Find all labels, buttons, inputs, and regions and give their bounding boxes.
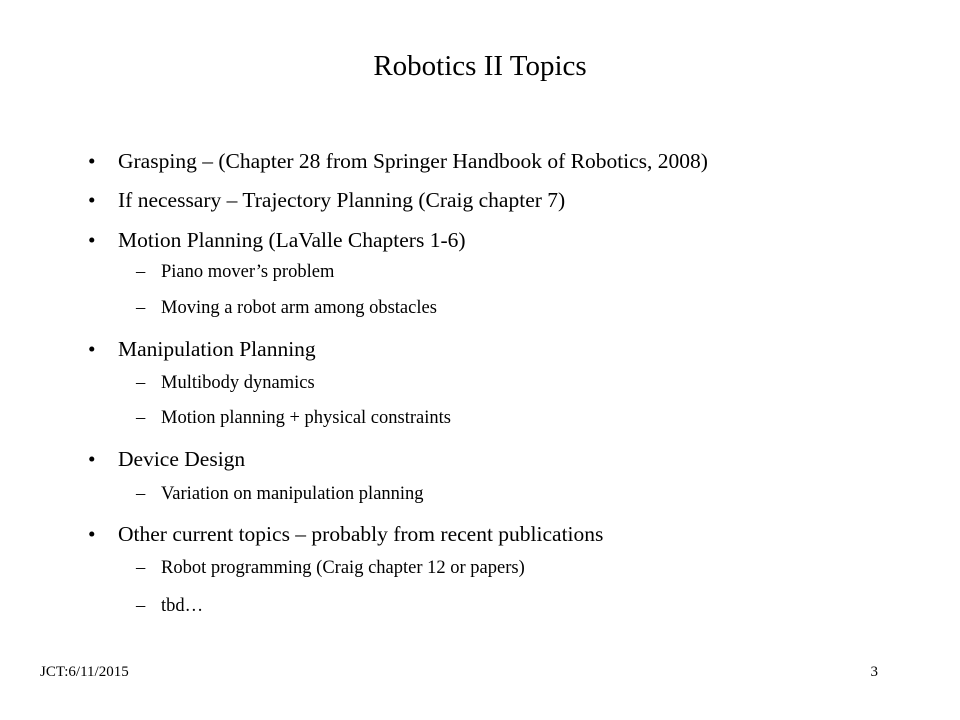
bullet-item-other-topics (88, 520, 603, 548)
bullet-text: If necessary – Trajectory Planning (Craig chapter 7) (118, 188, 566, 212)
bullet-item-manipulation-planning (88, 335, 316, 363)
slide-title: Robotics II Topics (373, 50, 587, 82)
bullet-item-trajectory-planning (88, 186, 565, 214)
dash-marker: – (136, 408, 146, 428)
dash-marker: – (136, 262, 146, 282)
sub-item-text: tbd… (161, 596, 204, 616)
bullet-marker: • (88, 188, 96, 212)
sub-item-tbd (136, 594, 203, 618)
sub-item-text: Multibody dynamics (161, 373, 315, 393)
sub-item-text: Moving a robot arm among obstacles (161, 298, 437, 318)
bullet-text: Device Design (118, 447, 246, 471)
sub-item-robot-programming (136, 556, 525, 580)
bullet-marker: • (88, 149, 96, 173)
bullet-marker: • (88, 228, 96, 252)
bullet-item-device-design (88, 445, 245, 473)
sub-item-text: Motion planning + physical constraints (161, 408, 451, 428)
sub-item-text: Piano mover’s problem (161, 262, 335, 282)
dash-marker: – (136, 596, 146, 616)
sub-item-text: Variation on manipulation planning (161, 484, 424, 504)
bullet-item-grasping (88, 147, 708, 175)
footer-date: JCT:6/11/2015 (40, 664, 129, 680)
sub-item-piano-mover (136, 260, 334, 284)
dash-marker: – (136, 298, 146, 318)
page-number: 3 (870, 664, 878, 680)
sub-item-robot-arm (136, 296, 437, 320)
dash-marker: – (136, 484, 146, 504)
bullet-text: Motion Planning (LaValle Chapters 1-6) (118, 228, 466, 252)
sub-item-physical-constraints (136, 406, 451, 430)
bullet-marker: • (88, 447, 96, 471)
sub-item-variation (136, 482, 424, 506)
bullet-text: Grasping – (Chapter 28 from Springer Handbook of Robotics, 2008) (118, 149, 708, 173)
dash-marker: – (136, 373, 146, 393)
bullet-text: Manipulation Planning (118, 337, 316, 361)
bullet-marker: • (88, 522, 96, 546)
dash-marker: – (136, 558, 146, 578)
bullet-text: Other current topics – probably from recent publications (118, 522, 604, 546)
sub-item-multibody-dynamics (136, 371, 315, 395)
bullet-item-motion-planning (88, 226, 466, 254)
sub-item-text: Robot programming (Craig chapter 12 or papers) (161, 558, 525, 578)
bullet-marker: • (88, 337, 96, 361)
